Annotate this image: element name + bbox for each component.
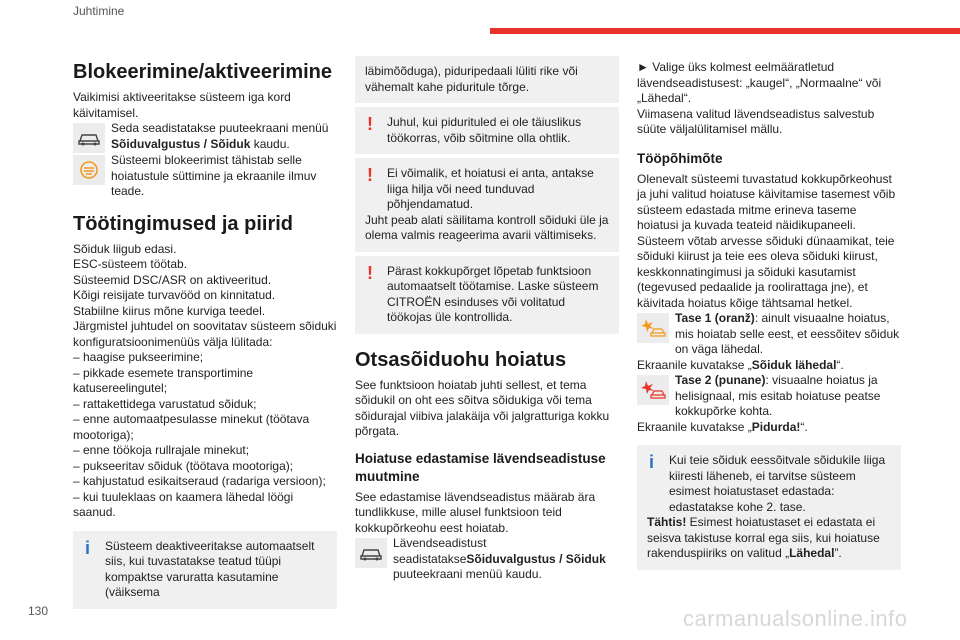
info-box-spare-wheel bbox=[73, 531, 337, 609]
column-2 bbox=[355, 56, 619, 583]
menu-lighting: Sõiduvalgustus bbox=[466, 551, 556, 566]
heading-collision-warning: Otsasõiduohu hoiatus bbox=[355, 348, 567, 371]
important-text: Esimest hoiatustaset ei edastata ei seisva takistuse korral ega siis, kui hoiatuse rakenduspiiriks on valitud „ bbox=[647, 515, 880, 560]
level2-text: : visuaalne hoiatus ja helisignaal, mis esitab hoiatuse peatse kokkupõrke kohta. bbox=[675, 373, 881, 418]
condition-line: – pukseeritav sõiduk (töötava mootoriga); bbox=[73, 458, 294, 473]
info-icon: i bbox=[85, 537, 91, 558]
warn1-text: Juhul, kui pidurituled ei ole täiuslikus töökorras, võib sõitmine olla ohtlik. bbox=[387, 115, 582, 145]
principle-text: Olenevalt süsteemi tuvastatud kokkupõrkeohust ja juhi valitud hoiatuse käivitamise tasemest võib süsteem edastada mitme erineva taseme hoiatusi ja kuvada teateid näidikupaneeli. Süsteem võtab arvesse sõiduki dünaamikat, teie sõiduki kiirust ja teie ees oleva sõiduki kiirust, keskkonnatingimusi ja sõiduki kasutamist (tegevused pedaalide ja roolirattaga jne), et käivitada hoiatus kõige tähtsamal hetkel. bbox=[637, 171, 896, 310]
condition-line: – enne töökoja rullrajale minekut; bbox=[73, 443, 250, 457]
condition-line: Sõiduk liigub edasi. bbox=[73, 241, 177, 256]
heading-principle: Tööpõhimõte bbox=[637, 150, 723, 166]
header-accent-bar bbox=[490, 28, 960, 34]
condition-line: – pikkade esemete transportimine katusereelingutel; bbox=[73, 365, 254, 395]
level2-screen-pre: Ekraanile kuvatakse „ bbox=[637, 419, 752, 434]
thr-text-pre: Lävendseadistust seadistatakse bbox=[393, 536, 487, 566]
save-threshold-text: Viimasena valitud lävendseadistus salvestub süüte väljalülitamisel mällu. bbox=[637, 106, 875, 136]
important-end: ”. bbox=[834, 546, 842, 560]
orange-collision-icon bbox=[637, 313, 669, 343]
condition-line: ESC-süsteem töötab. bbox=[73, 257, 188, 271]
warn2-text-b: Juht peab alati säilitama kontroll sõiduki üle ja olema valmis reageerima avarii vältimiseks. bbox=[365, 212, 609, 242]
warning-lamp-row bbox=[73, 153, 337, 200]
warning-icon: ! bbox=[367, 165, 373, 185]
watermark: carmanualsonline.info bbox=[683, 606, 908, 631]
box-continued bbox=[355, 56, 619, 103]
warn2-text-a: Ei võimalik, et hoiatusi ei anta, antakse liiga hilja või need tunduvad põhjendamatud. bbox=[387, 166, 594, 211]
intro-text: Vaikimisi aktiveeritakse süsteem iga kord käivitamisel. bbox=[73, 90, 291, 120]
level2-screen-msg: Pidurda! bbox=[751, 419, 801, 434]
menu-sep: / bbox=[200, 136, 211, 151]
heading-blocking: Blokeerimine/aktiveerimine bbox=[73, 61, 333, 83]
condition-line: – enne automaatpesulasse minekut (töötava mootoriga); bbox=[73, 412, 310, 442]
menu-vehicle: Sõiduk bbox=[210, 136, 251, 151]
menu-vehicle: Sõiduk bbox=[565, 551, 606, 566]
red-collision-icon bbox=[637, 375, 669, 405]
info-approach-text: Kui teie sõiduk eessõitvale sõidukile liiga kiiresti läheneb, ei tarvitse süsteem esimest hoiatustaset edastada: edastatakse kohe 2. tase. bbox=[669, 453, 886, 514]
settings-text-pre: Seda seadistatakse puuteekraani menüü bbox=[111, 121, 329, 135]
level1-text: : ainult visuaalne hoiatus, mis hoiatab selle eest, et eessõitev sõiduk on väga lähedal. bbox=[675, 311, 900, 356]
select-threshold-text: ► Valige üks kolmest eelmääratletud lävendseadistusest: „kaugel“, „Normaalne“ või „Lähedal“. bbox=[637, 60, 882, 105]
level1-row bbox=[637, 311, 901, 358]
near-label: Lähedal bbox=[789, 546, 835, 560]
level1-label: Tase 1 (oranž) bbox=[675, 311, 755, 325]
level1-screen-pre: Ekraanile kuvatakse „ bbox=[637, 357, 752, 372]
info-icon: i bbox=[649, 452, 655, 472]
condition-line: Järgmistel juhtudel on soovitatav süsteem sõiduki konfiguratsioonimenüüs välja lülitada: bbox=[73, 319, 337, 349]
thr-text-post: puuteekraani menüü kaudu. bbox=[393, 567, 542, 581]
condition-line: Süsteemid DSC/ASR on aktiveeritud. bbox=[73, 272, 272, 287]
conditions-list bbox=[73, 242, 337, 521]
menu-sep: / bbox=[555, 551, 566, 566]
condition-line: Stabiilne kiirus mõne kurviga teedel. bbox=[73, 303, 266, 318]
info-spare-text: Süsteem deaktiveeritakse automaatselt siis, kui tuvastatakse teatud tüüpi kompaktse varuratta kasutamine (väiksema bbox=[105, 538, 315, 599]
page-number: 130 bbox=[28, 604, 49, 618]
level2-row bbox=[637, 373, 901, 420]
warning-box-brakelights bbox=[355, 107, 619, 154]
warning-box-collision bbox=[355, 256, 619, 334]
condition-line: Kõigi reisijate turvavööd on kinnitatud. bbox=[73, 288, 276, 302]
threshold-settings-row bbox=[355, 536, 619, 583]
settings-text-post: kaudu. bbox=[250, 136, 290, 151]
warning-icon: ! bbox=[367, 114, 373, 134]
level1-screen-msg: Sõiduk lähedal bbox=[751, 357, 837, 372]
block-lamp-text: Süsteemi blokeerimist tähistab selle hoiatustule süttimine ja ekraanile ilmuv teade. bbox=[111, 153, 317, 198]
heading-conditions: Töötingimused ja piirid bbox=[73, 212, 293, 235]
warning-box-alerts bbox=[355, 158, 619, 252]
info-box-approach bbox=[637, 445, 901, 570]
condition-line: – rattakettidega varustatud sõiduk; bbox=[73, 396, 257, 411]
car-settings-icon bbox=[73, 123, 105, 153]
settings-row bbox=[73, 121, 337, 153]
threshold-text: See edastamise lävendseadistus määrab ära tundlikkuse, mille alusel funktsioon teid kokkupõrkeohu eest hoiatab. bbox=[355, 489, 596, 535]
car-settings-icon bbox=[355, 538, 387, 568]
condition-line: – haagise pukseerimine; bbox=[73, 350, 204, 364]
column-1 bbox=[73, 50, 337, 613]
important-label: Tähtis! bbox=[647, 515, 687, 529]
warning-icon: ! bbox=[367, 262, 373, 283]
heading-threshold: Hoiatuse edastamise lävendseadistuse muutmine bbox=[355, 450, 606, 484]
condition-line: – kui tuuleklaas on kaamera lähedal löögi saanud. bbox=[73, 489, 294, 519]
collision-warning-lamp-icon bbox=[73, 155, 105, 185]
condition-line: – kahjustatud esikaitseraud (radariga versioon); bbox=[73, 474, 326, 488]
level1-screen-post: “. bbox=[836, 357, 844, 372]
column-3 bbox=[637, 60, 901, 574]
level2-label: Tase 2 (punane) bbox=[675, 373, 766, 387]
running-header: Juhtimine bbox=[73, 4, 125, 18]
warn3-text: Pärast kokkupõrget lõpetab funktsioon automaatselt töötamise. Laske süsteem CITROËN esinduses või volitatud töökojas üle kontrollida. bbox=[387, 263, 599, 324]
box-continued-text: läbimõõduga), piduripedaali lüliti rike või vähemalt kahe piduritule tõrge. bbox=[365, 64, 578, 94]
collision-warning-text: See funktsioon hoiatab juhti sellest, et tema sõidukil on oht ees sõitva sõidukiga või tema sõidurajal viibiva jalakäija või jalgratturiga kokku põrgata. bbox=[355, 377, 610, 438]
menu-lighting: Sõiduvalgustus bbox=[111, 136, 201, 151]
level2-screen-post: “. bbox=[800, 419, 808, 434]
